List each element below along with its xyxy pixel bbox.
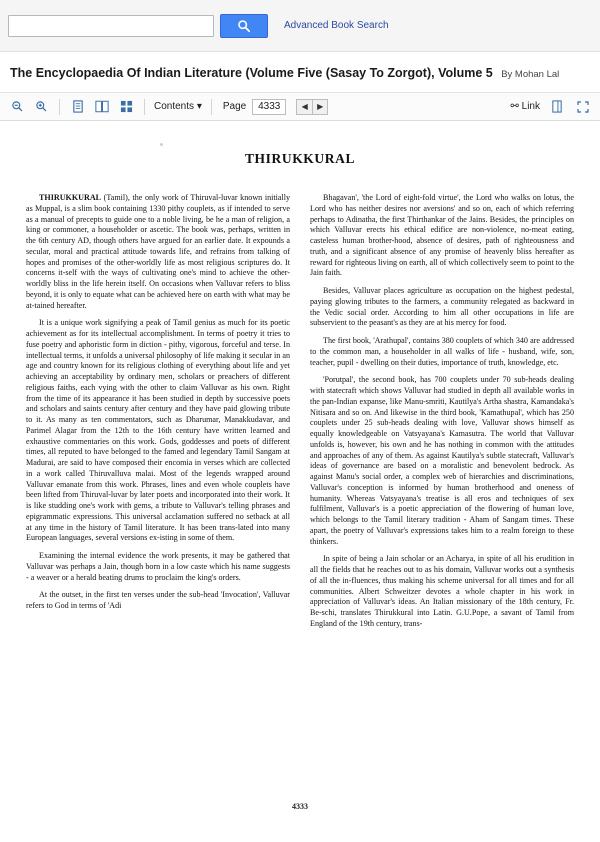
right-column (310, 193, 574, 637)
zoom-out-icon[interactable] (8, 98, 26, 116)
fullscreen-icon[interactable] (574, 98, 592, 116)
entry-heading: THIRUKKURAL (244, 151, 356, 166)
link-button[interactable] (510, 101, 540, 112)
search-icon (237, 19, 251, 33)
zoom-in-icon[interactable] (32, 98, 50, 116)
viewer-toolbar (0, 93, 600, 121)
scanned-page[interactable] (0, 121, 600, 821)
book-author: By Mohan Lal (501, 69, 560, 80)
next-page-button[interactable]: ▶ (312, 100, 327, 114)
page-navigation (296, 99, 328, 115)
paragraph: The first book, 'Arathupal', contains 380 couplets of which 340 are addressed to the common man, a householder in all walks of life - husband, wife, son, teacher, pupil - dwelling on their duties, importance of truth, knowledge, etc. (310, 336, 574, 367)
page-number-input[interactable]: 4333 (252, 99, 286, 115)
toolbar-divider-3 (211, 99, 212, 115)
paragraph: Bhagavan', 'the Lord of eight-fold virtue', the Lord who walks on lotus, the Lord who has neither desires nor aversions' and so on, each of which referring perhaps to Adinatha, the first Thirthankar of the Jains. Besides, the principles on which Valluvar erects his ethical edifice are non-violence, no-meat eating, casteless human brother-hood, absence of desires, path of righteousness and truth, and a significant absence of any promise of heavenly bliss hereafter as reward for righteous living on earth, all of which collectively seem to point to the Jain faith. (310, 193, 574, 278)
page-columns (26, 193, 574, 637)
toolbar-divider-2 (144, 99, 145, 115)
link-icon: ⚯ (510, 101, 522, 112)
contents-label: Contents (154, 101, 195, 112)
paragraph: In spite of being a Jain scholar or an Acharya, in spite of all his erudition in all the fields that he reaches out to as his domain, Valluvar works out a synthesis of all the in-fluences, thus making his scheme universal for all times and for all communities. Albert Schweitzer devotes a whole chapter in his work in appreciation of Valluvar's ideas. An Italian missionary of the 18th century, Fr. Be-schi, translates Thirukkural into Latin. G.U.Pope, a savant of Tamil from England of the 19th century, trans- (310, 554, 574, 628)
page-label: Page (222, 101, 247, 112)
book-title-bar (0, 52, 600, 93)
paragraph: It is a unique work signifying a peak of Tamil genius as much for its poetic achievement as for its intellectual accomplishment. In terms of poetry it tries to fuse poetry and aphoristic form in diction - pithy, vigorous, forceful and terse. In intellectual terms, it unfolds a universal philosophy of life making it secular in an age and country known for its religious clothing of everything about life and yet achieving an acceptability by ordinary men, scholars or preachers of different religious faiths, each vying with the other to claim Valluvar as his own. Right from the time of its appearance it has been studied in depth by successive poets and scholars and saints century after century and they have paid glowing tribute to it. As many as ten commentators, such as Dharumar, Manakkudavar, and Parimel Alagar from the 12th to the 16th century have written learned and exhaustive commentaries on this work. Gods, goddesses and poets of different times, all reputed to have belonged to the famed and legendary Tamil Sangam at Madurai, are said to have composed their encomia in verses which are collected in a work called Thiruvalluva malai. Most of the legends wrapped around Valluvar emanate from this work. Phrases, lines and even whole couplets have been lifted from Thiruval-luvar by later poets and incorporated into their work. It is like studding one's work with gems, a tribute to Valluvar's telling phrases and epigrammatic expressions. This universal acclamation suffered no setback at all at any time in the history of Tamil literature. It has been trans-lated into many European languages, several versions ex-isting in some of them. (26, 318, 290, 543)
toolbar-divider (59, 99, 60, 115)
left-column (26, 193, 290, 637)
thumbnail-icon[interactable] (117, 98, 135, 116)
contents-menu[interactable] (154, 101, 202, 112)
search-input[interactable] (8, 15, 214, 37)
paragraph: Besides, Valluvar places agriculture as occupation on the highest pedestal, paying glowing tributes to the farmers, a community relegated as backward in the Vedic social order. According to him all other occupations in life are subservient to the peasant's as they are at his mercy for food. (310, 286, 574, 328)
clip-icon[interactable] (548, 98, 566, 116)
page-title: The Encyclopaedia Of Indian Literature (Volume Five (Sasay To Zorgot), Volume 5 (10, 66, 493, 80)
single-page-icon[interactable] (69, 98, 87, 116)
toolbar-right-group (510, 98, 592, 116)
top-search-bar (0, 0, 600, 52)
folio-number: 4333 (292, 802, 308, 811)
paragraph: Examining the internal evidence the work presents, it may be gathered that Valluvar was perhaps a Jain, though born in a low caste which his name suggests - a weaver or a herald beating drums to proclaim the king's orders. (26, 551, 290, 582)
two-page-icon[interactable] (93, 98, 111, 116)
advanced-book-search-link[interactable]: Advanced Book Search (284, 20, 389, 31)
link-label: Link (521, 101, 540, 112)
paragraph: At the outset, in the first ten verses under the sub-head 'Invocation', Valluvar refers to God in terms of 'Adi (26, 590, 290, 610)
paragraph: 'Porutpal', the second book, has 700 couplets under 70 sub-heads dealing with statecraft which shows Valluvar had studied in depth all available works in the pan-Indian expanse, like Manu-smriti, Kautilya's Artha shastra, Kamandaka's Nitisara and so on. And likewise in the third book, 'Kamathupal', which has 250 couplets under 25 sub-heads dealing with love, Valluvar shows himself as equally knowledgeable on Vatsyayana's Kamasutra. The world that Valluvar unfolds is, however, his own and he has nothing in common with the attitudes and approaches of any of them. As against Kautilya's subtle statecraft, Valluvar's ideas of governance are based on a moralistic and benevolent bedrock. As against Manu's social order, a complex web of hierarchies and discriminations, Valluvar's conception is informed by human brotherhood and oneness of humanity. Whereas Vatsyayana's treatise is all eros and techniques of sex fulfilment, Valluvar's is a poetic appreciation of the flowering of human love, which belongs to the Tamil literary tradition - Aham of Sangam times. These apart, the poetry of Valluvar's expressions takes him to a realm foreign to these thinkers. (310, 375, 574, 546)
chevron-down-icon: ▾ (196, 101, 202, 112)
search-button[interactable] (220, 14, 268, 38)
previous-page-button[interactable]: ◀ (301, 102, 308, 111)
scan-artifact (160, 143, 163, 146)
paragraph: THIRUKKURAL (Tamil), the only work of Thiruval-luvar known initially as Muppal, is a slim book containing 1330 pithy couplets, as if intended to serve as a manual of precepts to guide one to a noble living, be he a man of religion, a king or commoner, a householder or ascetic. The book was, perhaps, written in the 6th century AD, though others have argued for an earlier date. It expounds a secular, moral and practical attitude towards life, and refrains from talking of hopes and promises of the other-worldly life as most religious scriptures do. It concerns it-self with the ways of cultivating one's mind to achieve the other-worldly bliss in the life herein itself. On occasions when Valluvar refers to bliss beyond, it is only to equate what can be achieved here on earth with what may be at-tained hereafter. (26, 193, 290, 310)
